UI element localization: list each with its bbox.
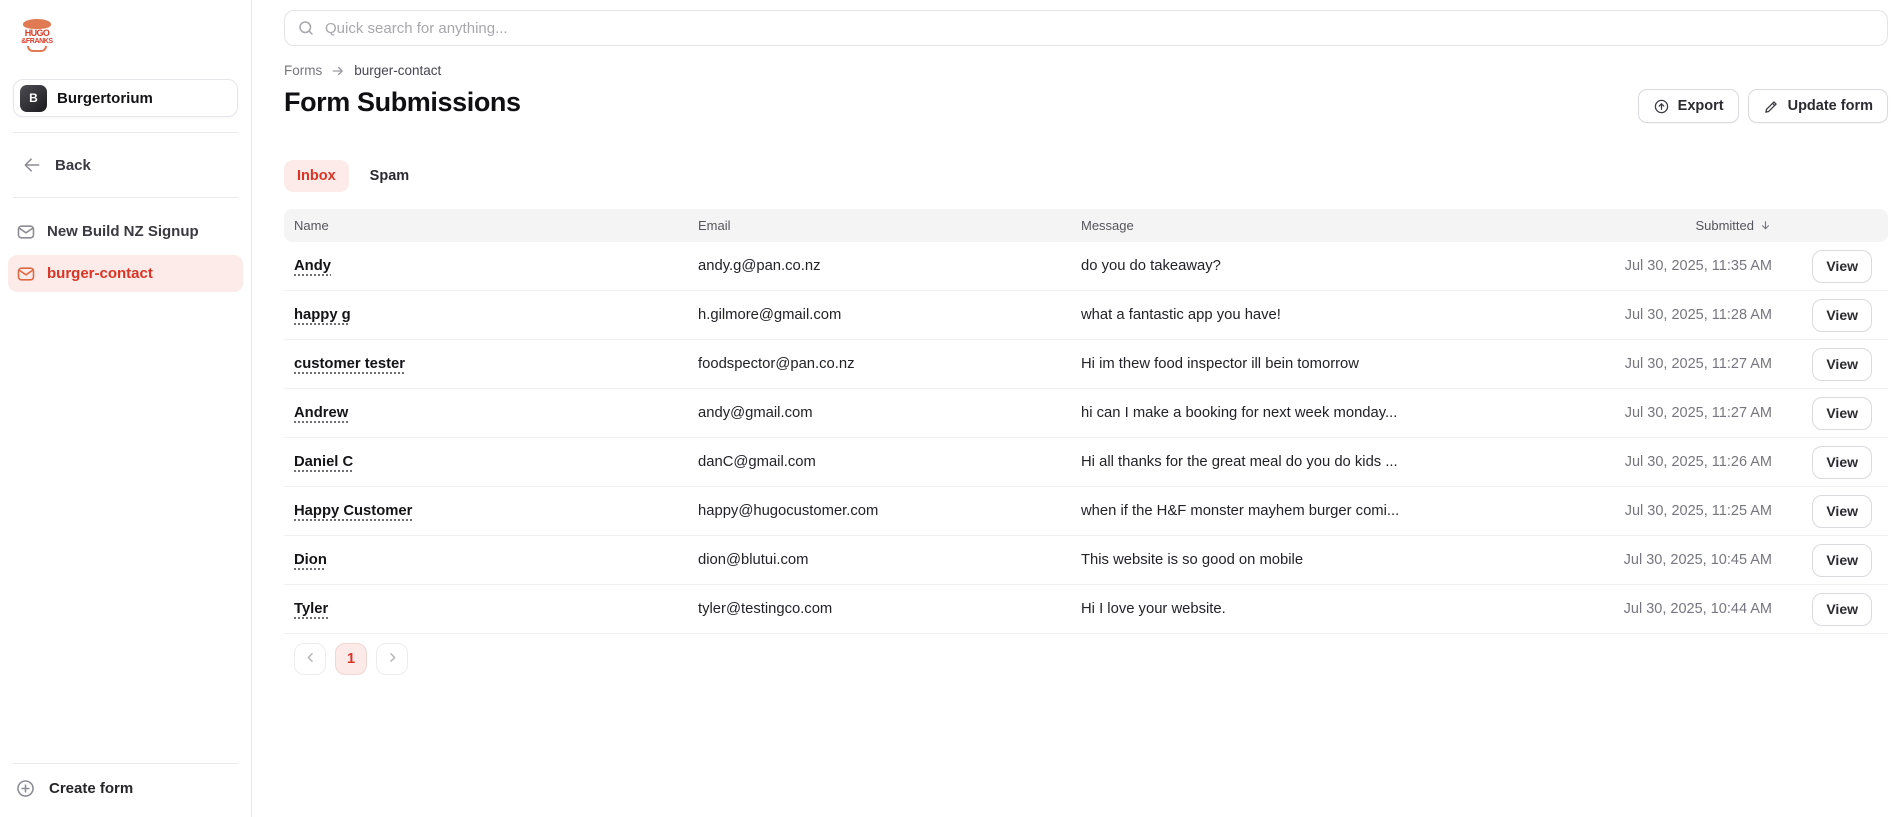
logo-text-line2: &FRANKS — [21, 37, 53, 45]
submission-name-cell — [294, 307, 698, 323]
table-body — [284, 242, 1888, 634]
submission-name-cell — [294, 258, 698, 274]
submission-name-cell — [294, 552, 698, 568]
table-header — [284, 209, 1888, 242]
global-search — [284, 10, 1888, 46]
header-actions — [1638, 89, 1888, 123]
export-icon — [1653, 98, 1670, 115]
column-header-message: Message — [1081, 218, 1134, 233]
column-header-submitted[interactable] — [1532, 218, 1772, 233]
page-header — [284, 87, 1888, 123]
pagination — [284, 643, 1888, 675]
workspace-switcher[interactable] — [13, 79, 238, 117]
chevron-left-icon — [303, 650, 318, 668]
submission-action-cell — [1772, 544, 1872, 577]
page-title: Form Submissions — [284, 87, 521, 117]
submission-name-cell — [294, 356, 698, 372]
submission-message-cell: do you do takeaway? — [1081, 258, 1221, 274]
submission-date-cell: Jul 30, 2025, 10:44 AM — [1623, 601, 1772, 617]
table-row — [284, 291, 1888, 340]
search-input[interactable] — [325, 20, 1875, 37]
submission-action-cell — [1772, 250, 1872, 283]
submitted-header-label: Submitted — [1695, 218, 1754, 233]
submission-message-cell: hi can I make a booking for next week monday... — [1081, 405, 1398, 421]
submission-name-link[interactable]: Andrew — [294, 405, 349, 421]
submission-email-cell: danC@gmail.com — [698, 454, 816, 470]
table-row — [284, 438, 1888, 487]
table-row — [284, 389, 1888, 438]
submission-email-cell: andy@gmail.com — [698, 405, 813, 421]
submission-message-cell: Hi I love your website. — [1081, 601, 1226, 617]
arrow-left-icon — [22, 155, 42, 175]
envelope-icon — [16, 264, 36, 284]
workspace-name: Burgertorium — [57, 89, 153, 107]
submission-message-cell: Hi all thanks for the great meal do you do kids ... — [1081, 454, 1398, 470]
submission-action-cell — [1772, 397, 1872, 430]
column-header-email: Email — [698, 218, 731, 233]
submission-name-link[interactable]: Happy Customer — [294, 503, 413, 519]
divider — [13, 132, 238, 133]
sidebar-item-label: burger-contact — [47, 265, 153, 282]
view-button[interactable]: View — [1812, 544, 1872, 577]
view-button[interactable]: View — [1812, 446, 1872, 479]
export-label: Export — [1677, 98, 1724, 114]
submission-email-cell: tyler@testingco.com — [698, 601, 833, 617]
logo-text-line1: HUGO — [24, 27, 50, 38]
update-form-label: Update form — [1787, 98, 1873, 114]
burger-bun-icon — [23, 19, 51, 29]
view-button[interactable]: View — [1812, 397, 1872, 430]
submission-name-link[interactable]: Tyler — [294, 601, 329, 617]
forms-nav — [0, 213, 251, 292]
sidebar-item-label: New Build NZ Signup — [47, 223, 199, 240]
submission-name-link[interactable]: Dion — [294, 552, 327, 568]
breadcrumb-forms[interactable]: Forms — [284, 63, 323, 78]
submissions-table — [284, 209, 1888, 634]
submission-date-cell: Jul 30, 2025, 11:35 AM — [1624, 258, 1772, 274]
view-button[interactable]: View — [1812, 593, 1872, 626]
workspace-avatar: B — [20, 85, 47, 112]
submission-message-cell: Hi im thew food inspector ill bein tomorrow — [1081, 356, 1359, 372]
logo-smile-shape — [27, 46, 47, 52]
submission-message-cell: when if the H&F monster mayhem burger comi... — [1081, 503, 1400, 519]
table-row — [284, 487, 1888, 536]
submission-action-cell — [1772, 593, 1872, 626]
sort-desc-icon — [1759, 219, 1772, 232]
submission-action-cell — [1772, 348, 1872, 381]
submission-name-link[interactable]: happy g — [294, 307, 351, 323]
submission-date-cell: Jul 30, 2025, 11:27 AM — [1624, 356, 1772, 372]
create-form-label: Create form — [49, 780, 134, 797]
submission-name-cell — [294, 601, 698, 617]
plus-circle-icon — [15, 778, 36, 799]
view-button[interactable]: View — [1812, 348, 1872, 381]
envelope-icon — [16, 222, 36, 242]
brand-logo[interactable] — [13, 11, 61, 59]
export-button[interactable] — [1638, 89, 1739, 123]
submission-email-cell: dion@blutui.com — [698, 552, 809, 568]
submission-date-cell: Jul 30, 2025, 11:27 AM — [1624, 405, 1772, 421]
view-button[interactable]: View — [1812, 495, 1872, 528]
next-page-button[interactable] — [376, 643, 408, 675]
column-header-name: Name — [294, 218, 329, 233]
update-form-button[interactable] — [1748, 89, 1888, 123]
pencil-icon — [1763, 98, 1780, 115]
submission-date-cell: Jul 30, 2025, 10:45 AM — [1623, 552, 1772, 568]
submission-message-cell: what a fantastic app you have! — [1081, 307, 1281, 323]
submission-name-cell — [294, 405, 698, 421]
search-icon — [297, 19, 315, 37]
submission-name-link[interactable]: customer tester — [294, 356, 406, 372]
submission-email-cell: andy.g@pan.co.nz — [698, 258, 821, 274]
submission-action-cell — [1772, 495, 1872, 528]
submission-date-cell: Jul 30, 2025, 11:28 AM — [1624, 307, 1772, 323]
submission-action-cell — [1772, 446, 1872, 479]
table-row — [284, 585, 1888, 634]
sidebar-bottom — [0, 763, 251, 817]
view-button[interactable]: View — [1812, 250, 1872, 283]
submission-name-link[interactable]: Daniel C — [294, 454, 354, 470]
main-content — [284, 0, 1888, 675]
inbox-spam-tabs — [284, 160, 1888, 192]
sidebar-item-new-build-nz-signup[interactable] — [8, 213, 243, 250]
prev-page-button[interactable] — [294, 643, 326, 675]
table-row — [284, 340, 1888, 389]
tab-inbox[interactable]: Inbox — [284, 160, 349, 192]
table-row — [284, 242, 1888, 291]
sidebar — [0, 0, 252, 817]
divider — [13, 197, 238, 198]
submission-email-cell: foodspector@pan.co.nz — [698, 356, 855, 372]
back-button[interactable] — [8, 148, 243, 182]
sidebar-item-burger-contact[interactable] — [8, 255, 243, 292]
submission-date-cell: Jul 30, 2025, 11:26 AM — [1624, 454, 1772, 470]
submission-email-cell: happy@hugocustomer.com — [698, 503, 879, 519]
view-button[interactable]: View — [1812, 299, 1872, 332]
create-form-button[interactable] — [0, 764, 251, 817]
breadcrumb — [284, 63, 1888, 78]
submission-date-cell: Jul 30, 2025, 11:25 AM — [1624, 503, 1772, 519]
page-number-button[interactable]: 1 — [335, 643, 367, 675]
submission-name-link[interactable]: Andy — [294, 258, 331, 274]
submission-email-cell: h.gilmore@gmail.com — [698, 307, 842, 323]
chevron-right-icon — [385, 650, 400, 668]
arrow-right-icon — [331, 64, 345, 78]
submission-name-cell — [294, 503, 698, 519]
breadcrumb-current: burger-contact — [354, 63, 442, 78]
table-row — [284, 536, 1888, 585]
submission-action-cell — [1772, 299, 1872, 332]
back-label: Back — [55, 156, 91, 174]
submission-name-cell — [294, 454, 698, 470]
submission-message-cell: This website is so good on mobile — [1081, 552, 1304, 568]
tab-spam[interactable]: Spam — [369, 168, 410, 184]
